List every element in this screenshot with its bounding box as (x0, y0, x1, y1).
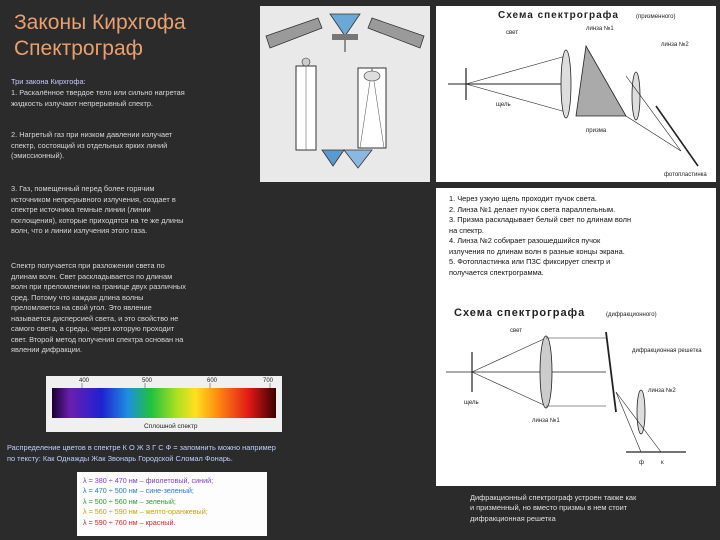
spectrum-tick-500: 500 (142, 378, 153, 384)
steps-text: 1. Через узкую щель проходит пучок света. 2. Линза №1 делает пучок света параллельным. 3. Призма раскладывает белый свет по длинам волн на спектр. 4. Линза №2 собирает разошедшийся пучок излучения по длинам волн в разные концы экрана. 5. Фотопластинка или ПЗС фиксирует спектр и получается спектрограмма. (449, 194, 632, 277)
prism-label-lens2: линза №2 (661, 42, 689, 48)
lambda-violet: λ = 380 ÷ 470 нм – фиолетовый, синий; (83, 476, 214, 485)
steps-box (436, 188, 716, 292)
lambda-yellow: λ = 560 ÷ 590 нм – желто-оранжевый; (83, 507, 208, 517)
mnemonic-text: Распределение цветов в спектре К О Ж З Г С Ф = запомнить можно например по тексту: Как Однажды Жак Звонарь Городской Сломал Фонарь. (7, 443, 276, 463)
continuous-spectrum-figure (46, 376, 282, 432)
diffraction-spectrograph-scheme (436, 292, 716, 486)
spectrum-tick-600: 600 (207, 378, 218, 384)
diffraction-scheme-svg (436, 292, 716, 486)
diffraction-scheme-title: Схема спектрографа (454, 307, 586, 319)
slide-title: Законы Кирхгофа Спектрограф (14, 11, 186, 60)
prism-label-prism: призма (586, 128, 607, 134)
spectrum-band (52, 388, 276, 418)
diff-label-f: ф (639, 460, 644, 466)
lambda-cyan: λ = 470 ÷ 500 нм – сине-зеленый; (83, 486, 194, 496)
diffraction-scheme-subtitle: (дифракционного) (606, 312, 657, 318)
diff-label-k: к (661, 460, 664, 466)
law-2: 2. Нагретый газ при низком давлении излучает спектр, состоящий из отдельных ярких линий (эмиссионный). (11, 130, 173, 160)
lambda-red: λ = 590 ÷ 760 нм – красный. (83, 517, 176, 527)
spectrum-tick-400: 400 (79, 378, 90, 384)
dispersion-text: Спектр получается при разложении света по длинам волн. Свет раскладывается по длинам волн при преломлении на границе двух различных сред. Потому что каждая длина волны преломляется на свой угол. Это явление называется дисперсией света, и это свойство не самого света, а среды, через которую проходит свет. Второй метод получения спектра основан на явлении дифракции. (11, 261, 186, 354)
laws-header: Три закона Кирхгофа: (11, 77, 86, 86)
prism-label-svet: свет (506, 30, 519, 36)
diff-label-lens1: линза №1 (532, 418, 560, 424)
law-3: 3. Газ, помещенный перед более горячим источником непрерывного излучения, создает в спектре источника темные линии (линии поглощения), которые приходятся на те же длины волн, что и линии излучения этого газа. (11, 184, 184, 235)
prism-label-lens1: линза №1 (586, 26, 614, 32)
prism-scheme-title: Схема спектрографа (498, 10, 619, 21)
diffraction-note: Дифракционный спектрограф устроен также как и призменный, но вместо призмы в нем стоит дифракционная решетка (470, 493, 637, 523)
spectroscope-svg (260, 6, 430, 182)
diff-label-slit: щель (464, 400, 479, 406)
diff-label-svet: свет (510, 328, 523, 334)
diff-label-grating: дифракционная решетка (632, 348, 702, 354)
prism-label-plate: фотопластинка (664, 172, 707, 178)
spectrum-caption: Сплошной спектр (144, 423, 198, 430)
prism-scheme-svg (436, 6, 716, 182)
prism-spectrograph-scheme (436, 6, 716, 182)
prism-label-slit: щель (496, 102, 511, 108)
law-1: 1. Раскалённое твердое тело или сильно нагретая жидкость излучают непрерывный спектр. (11, 88, 185, 108)
diff-label-lens2: линза №2 (648, 388, 676, 394)
spectrum-tick-700: 700 (263, 378, 274, 384)
lambda-green: λ = 500 ÷ 560 нм – зеленый; (83, 496, 176, 506)
wavelength-ranges (77, 472, 267, 536)
spectroscope-illustration (260, 6, 430, 182)
spectrum-svg (46, 376, 282, 432)
prism-scheme-subtitle: (призменного) (636, 14, 676, 20)
